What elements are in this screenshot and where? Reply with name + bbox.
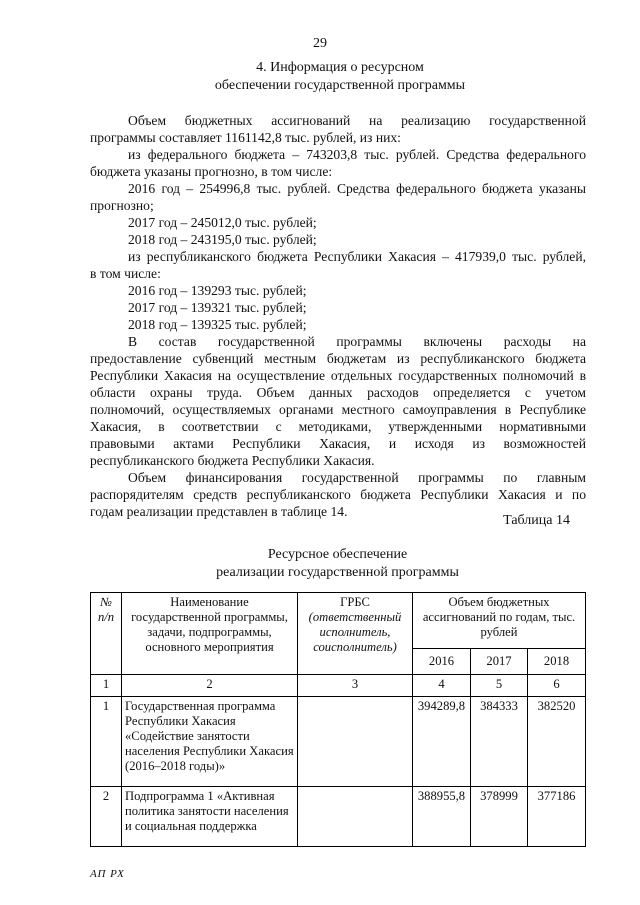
paragraph-line: прогнозно; (90, 198, 154, 213)
header-grbs (298, 593, 413, 675)
row-value-2016: 388955,8 (413, 787, 471, 847)
paragraph-line: программы составляет 1161142,8 тыс. рублей, из них: (90, 130, 401, 145)
column-number: 6 (528, 675, 586, 697)
column-number: 3 (298, 675, 413, 697)
paragraph-line: 2017 год – 245012,0 тыс. рублей; (128, 215, 317, 230)
header-grbs-subtitle: (ответственный исполнитель, соисполнитель) (308, 610, 402, 654)
row-number: 2 (91, 787, 122, 847)
paragraph-line: бюджета указаны прогнозно, в том числе: (90, 164, 333, 179)
table-title-line-2: реализации государственной программы (216, 565, 459, 580)
column-number: 1 (91, 675, 122, 697)
header-volume: Объем бюджетных ассигнований по годам, тыс. рублей (413, 593, 586, 649)
paragraph-line: Хакасия, в соответствии с методиками, утвержденными нормативными (90, 419, 586, 434)
paragraph-line: 2016 год – 254996,8 тыс. рублей. Средства федерального бюджета указаны (128, 181, 586, 196)
table-title-line-1: Ресурсное обеспечение (267, 547, 408, 562)
paragraph-line: Объем финансирования государственной программы по главным (128, 470, 586, 485)
paragraph-line: предоставление субвенций местным бюджетам из республиканского бюджета (90, 351, 586, 366)
paragraph-line: республиканского бюджета Республики Хакасия. (90, 453, 375, 468)
header-year: 2017 (471, 649, 528, 675)
paragraph-line: из республиканского бюджета Республики Хакасия – 417939,0 тыс. рублей, (128, 249, 586, 264)
paragraph-line: распорядителям средств республиканского бюджета Республики Хакасия и по (90, 487, 586, 502)
table-row (91, 697, 586, 787)
row-grbs (298, 697, 413, 787)
row-value-2017: 378999 (471, 787, 528, 847)
row-number: 1 (91, 697, 122, 787)
section-title-line-1: 4. Информация о ресурсном (256, 60, 424, 75)
row-value-2018: 377186 (528, 787, 586, 847)
column-number: 4 (413, 675, 471, 697)
paragraph-line: 2016 год – 139293 тыс. рублей; (128, 283, 307, 298)
paragraph-line: правовыми актами Республики Хакасия, и исходя из возможностей (90, 436, 586, 451)
paragraph-line: 2017 год – 139321 тыс. рублей; (128, 300, 307, 315)
header-name: Наименование государственной программы, задачи, подпрограммы, основного мероприятия (122, 593, 298, 675)
row-name: Подпрограмма 1 «Активная политика занятости населения и социальная поддержка (122, 787, 298, 847)
row-value-2018: 382520 (528, 697, 586, 787)
resource-table (90, 592, 586, 847)
paragraph-line: 2018 год – 243195,0 тыс. рублей; (128, 232, 317, 247)
paragraph-line: из федерального бюджета – 743203,8 тыс. рублей. Средства федерального (128, 147, 586, 162)
table-caption: Таблица 14 (503, 513, 570, 528)
section-title-line-2: обеспечении государственной программы (214, 78, 466, 93)
table-row (91, 787, 586, 847)
paragraph-line: полномочий, осуществляемых органами местного самоуправления в Республике (90, 402, 586, 417)
header-number: № п/п (91, 593, 122, 675)
paragraph-line: области охраны труда. Объем данных расходов определяется с учетом (90, 385, 586, 400)
paragraph-line: Республики Хакасия на осуществление отдельных государственных полномочий в (90, 368, 586, 383)
header-year: 2016 (413, 649, 471, 675)
column-numbers-row (91, 675, 586, 697)
paragraph-line: В состав государственной программы включены расходы на (128, 334, 586, 349)
header-grbs-title: ГРБС (340, 595, 370, 609)
paragraph-line: годам реализации представлен в таблице 14. (90, 504, 348, 519)
row-grbs (298, 787, 413, 847)
row-name: Государственная программа Республики Хакасия «Содействие занятости населения Республики Хакасия (2016–2018 годы)» (122, 697, 298, 787)
column-number: 5 (471, 675, 528, 697)
row-value-2016: 394289,8 (413, 697, 471, 787)
paragraph-line: в том числе: (90, 266, 161, 281)
header-year: 2018 (528, 649, 586, 675)
paragraph-line: Объем бюджетных ассигнований на реализацию государственной (128, 113, 586, 128)
column-number: 2 (122, 675, 298, 697)
row-value-2017: 384333 (471, 697, 528, 787)
page-number: 29 (313, 36, 327, 51)
footer-mark: АП РХ (90, 868, 125, 880)
paragraph-line: 2018 год – 139325 тыс. рублей; (128, 317, 307, 332)
